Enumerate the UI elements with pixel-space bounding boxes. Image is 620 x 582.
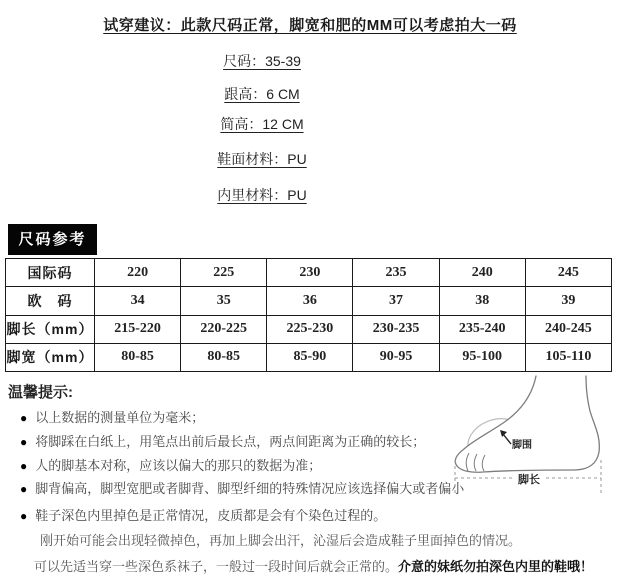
foot-measurement-diagram — [448, 374, 616, 498]
table-cell: 225 — [181, 259, 267, 287]
table-cell: 235-240 — [439, 315, 525, 343]
tip-item — [20, 407, 450, 426]
tip-warning-bold: 介意的妹纸勿拍深色内里的鞋哦！ — [398, 559, 594, 574]
table-cell: 105-110 — [525, 343, 611, 371]
row-header: 脚长（mm） — [6, 315, 95, 343]
row-header: 欧 码 — [6, 287, 95, 315]
table-cell: 34 — [95, 287, 181, 315]
table-row-eu-size — [6, 287, 612, 315]
table-cell: 240 — [439, 259, 525, 287]
tip-item-continuation — [40, 530, 620, 549]
tip-item — [20, 455, 450, 474]
fit-advice-headline — [0, 14, 620, 35]
table-cell: 235 — [353, 259, 439, 287]
row-header: 国际码 — [6, 259, 95, 287]
bullet-icon: ● — [20, 459, 28, 473]
table-cell: 80-85 — [95, 343, 181, 371]
foot-outline-illustration — [448, 374, 616, 498]
tip-text: 以上数据的测量单位为毫米； — [35, 410, 205, 425]
bullet-icon: ● — [20, 435, 28, 449]
tip-item — [20, 478, 465, 497]
length-label: 脚长 — [518, 474, 540, 486]
table-cell: 215-220 — [95, 315, 181, 343]
tip-text: 人的脚基本对称，应该以偏大的那只的数据为准； — [35, 458, 322, 473]
attr-lining-material: 内里材料：PU — [217, 187, 307, 203]
bullet-icon: ● — [20, 482, 28, 496]
tip-text: 可以先适当穿一些深色系袜子，一般过一段时间后就会正常的。 — [34, 559, 399, 574]
attr-heel-height: 跟高：6 CM — [224, 86, 300, 102]
table-cell: 85-90 — [267, 343, 353, 371]
tip-text: 将脚踩在白纸上，用笔点出前后最长点，两点间距离为正确的较长； — [35, 434, 426, 449]
size-reference-label: 尺码参考 — [8, 224, 97, 255]
table-cell: 230-235 — [353, 315, 439, 343]
table-cell: 220 — [95, 259, 181, 287]
attr-shaft-height: 简高：12 CM — [220, 116, 304, 132]
tips-title: 温馨提示: — [8, 384, 73, 401]
attr-upper-material: 鞋面材料：PU — [217, 151, 307, 167]
table-cell: 225-230 — [267, 315, 353, 343]
table-cell: 95-100 — [439, 343, 525, 371]
tip-text: 刚开始可能会出现轻微掉色，再加上脚会出汗，沁湿后会造成鞋子里面掉色的情况。 — [40, 533, 522, 548]
fit-advice-text: 试穿建议：此款尺码正常，脚宽和肥的MM可以考虑拍大一码 — [103, 17, 517, 34]
tip-text: 鞋子深色内里掉色是正常情况，皮质都是会有个染色过程的。 — [35, 508, 387, 523]
table-cell: 80-85 — [181, 343, 267, 371]
table-cell: 90-95 — [353, 343, 439, 371]
table-cell: 35 — [181, 287, 267, 315]
bullet-icon: ● — [20, 509, 28, 523]
table-row-foot-width — [6, 343, 612, 371]
table-cell: 230 — [267, 259, 353, 287]
table-cell: 36 — [267, 287, 353, 315]
row-header: 脚宽（mm） — [6, 343, 95, 371]
table-cell: 39 — [525, 287, 611, 315]
table-row-intl-code — [6, 259, 612, 287]
table-cell: 38 — [439, 287, 525, 315]
table-row-foot-length — [6, 315, 612, 343]
tip-item-final — [34, 556, 620, 575]
table-cell: 245 — [525, 259, 611, 287]
table-cell: 220-225 — [181, 315, 267, 343]
table-cell: 240-245 — [525, 315, 611, 343]
bullet-icon: ● — [20, 411, 28, 425]
girth-label: 脚围 — [512, 440, 532, 451]
tip-item — [20, 505, 450, 524]
tip-item — [20, 431, 450, 450]
foot-outline-path — [455, 376, 599, 472]
size-table — [5, 258, 612, 372]
table-cell: 37 — [353, 287, 439, 315]
attr-size: 尺码：35-39 — [223, 53, 301, 69]
tip-text: 脚背偏高，脚型宽肥或者脚背、脚型纤细的特殊情况应该选择偏大或者偏小 — [35, 481, 465, 496]
